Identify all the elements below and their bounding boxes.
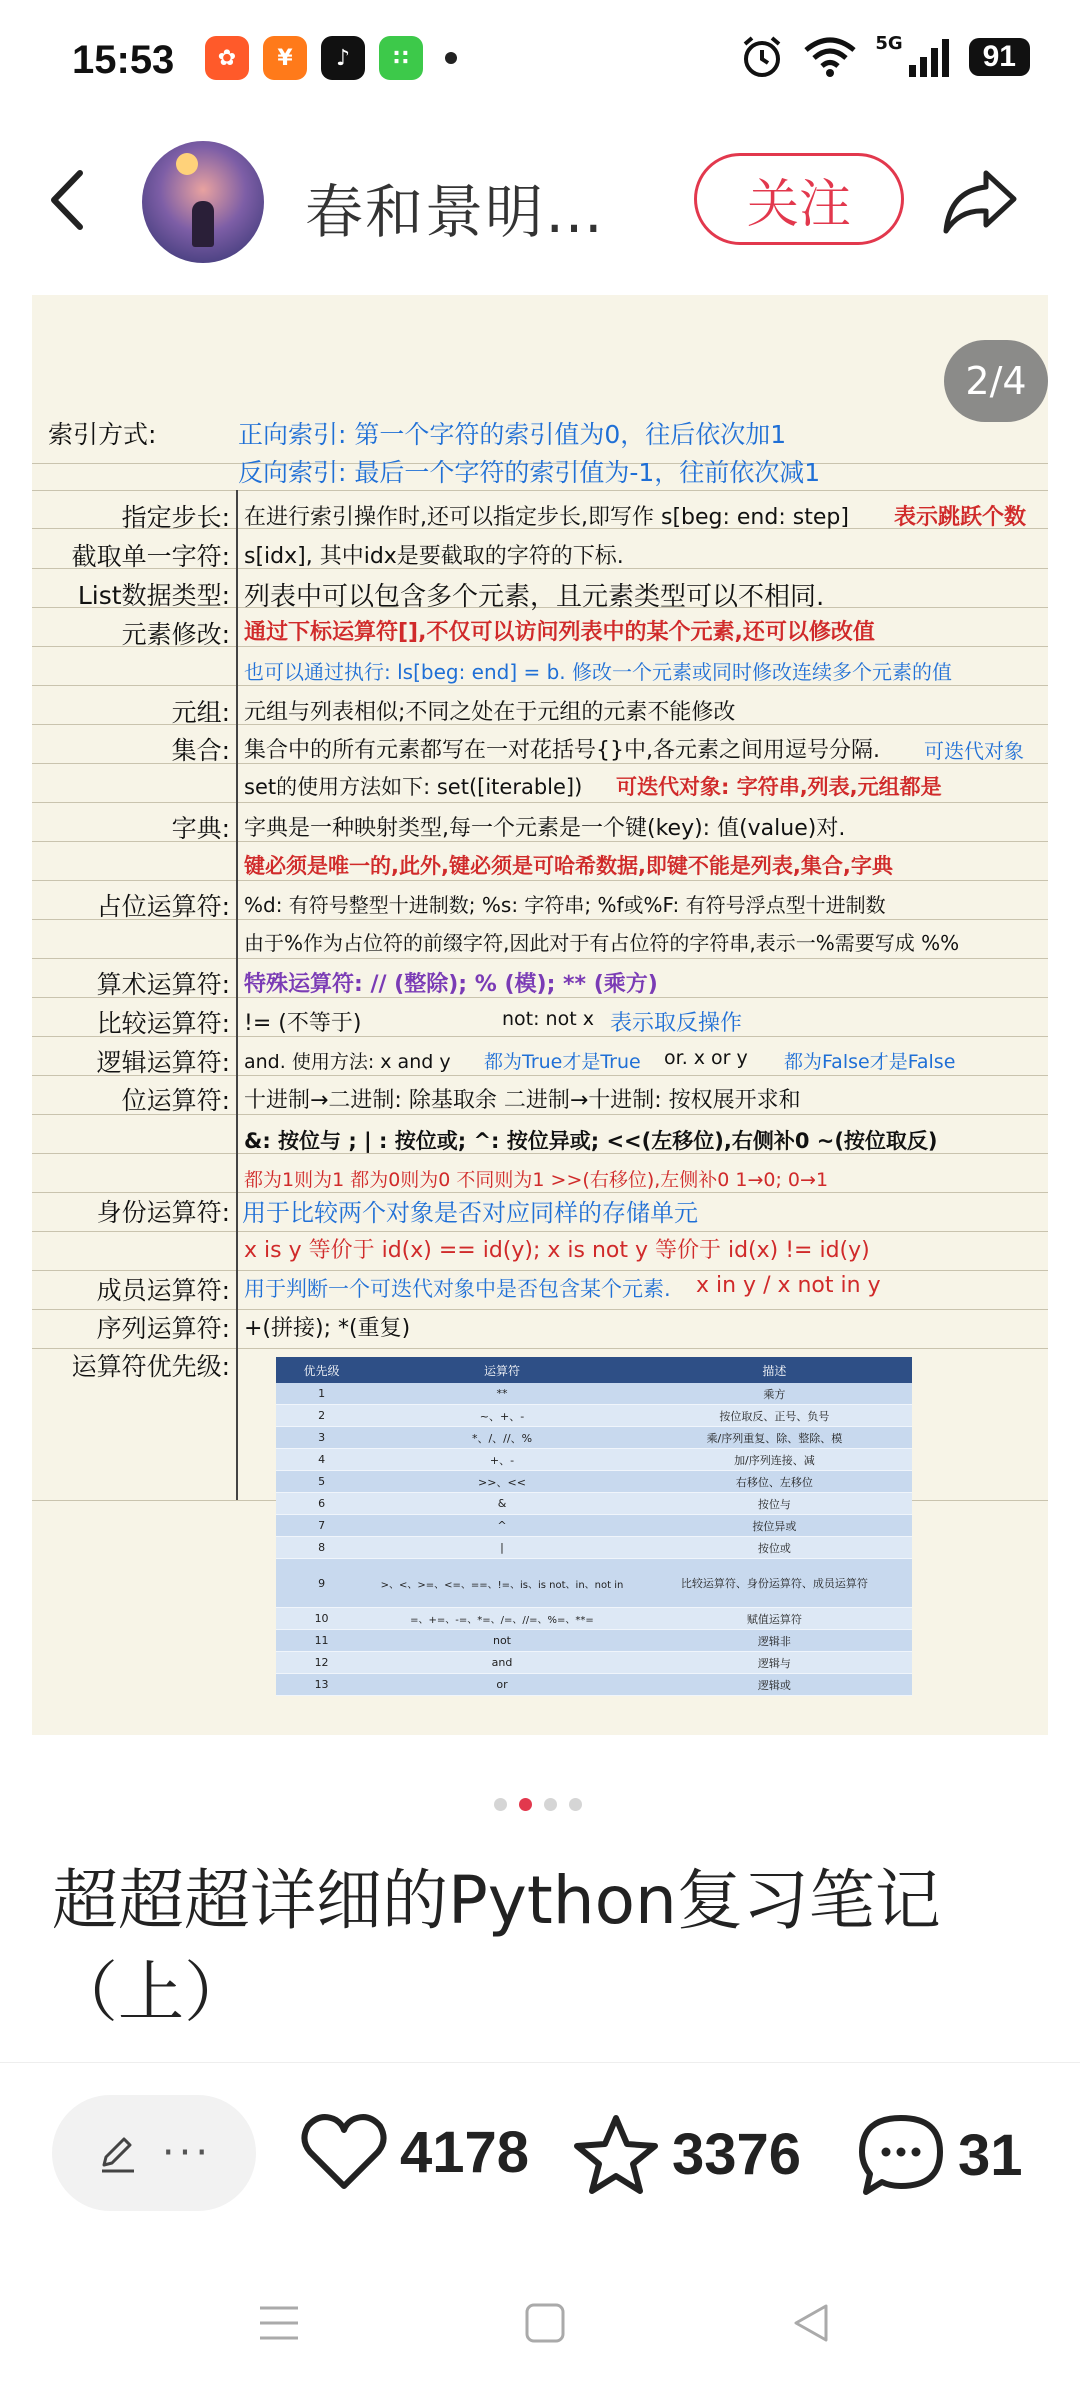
note-text: set的使用方法如下: set([iterable]): [244, 775, 583, 799]
table-header: 运算符: [367, 1357, 637, 1383]
status-bar: [0, 0, 1080, 120]
note-text: 字典是一种映射类型,每一个元素是一个键(key): 值(value)对.: [244, 816, 846, 841]
table-cell: *、/、//、%: [367, 1427, 637, 1449]
table-cell: 8: [276, 1537, 367, 1559]
table-cell: 逻辑或: [637, 1674, 912, 1696]
table-cell: 4: [276, 1449, 367, 1471]
note-text: not: not x: [502, 1008, 594, 1030]
note-text: 元组与列表相似;不同之处在于元组的元素不能修改: [244, 700, 736, 725]
wechat-mini-icon: ∷: [379, 36, 423, 80]
kuaishou-icon: ✿: [205, 36, 249, 80]
table-row: [276, 1449, 912, 1471]
table-row: [276, 1427, 912, 1449]
note-label: 逻辑运算符:: [96, 1048, 230, 1077]
table-row: [276, 1383, 912, 1405]
note-annotation: 表示取反操作: [610, 1011, 743, 1036]
follow-button[interactable]: 关注: [694, 153, 904, 245]
table-cell: 1: [276, 1383, 367, 1405]
table-cell: |: [367, 1537, 637, 1559]
table-row: [276, 1537, 912, 1559]
table-row: [276, 1559, 912, 1608]
note-text: != (不等于): [244, 1011, 362, 1036]
share-icon[interactable]: [940, 165, 1020, 237]
table-cell: 按位取反、正号、负号: [637, 1405, 912, 1427]
heart-icon: [300, 2112, 388, 2192]
note-label: 位运算符:: [121, 1086, 230, 1115]
note-text: 用于比较两个对象是否对应同样的存储单元: [242, 1199, 698, 1227]
table-cell: ^: [367, 1515, 637, 1537]
note-text: 十进制→二进制: 除基取余 二进制→十进制: 按权展开求和: [244, 1088, 801, 1113]
note-label: 比较运算符:: [96, 1009, 230, 1038]
note-label: 序列运算符:: [96, 1314, 230, 1343]
signal-icon: [907, 37, 951, 77]
pager-dot[interactable]: [494, 1798, 507, 1811]
system-icons: [739, 34, 1030, 80]
note-label: 元素修改:: [121, 620, 230, 649]
table-cell: 按位与: [637, 1493, 912, 1515]
table-cell: 7: [276, 1515, 367, 1537]
system-navbar: [0, 2280, 1080, 2400]
comment-count: 31: [958, 2122, 1023, 2188]
divider: [0, 2062, 1080, 2063]
table-cell: 10: [276, 1608, 367, 1630]
table-cell: 加/序列连接、减: [637, 1449, 912, 1471]
note-label: 字典:: [171, 814, 230, 843]
comment-button[interactable]: [856, 2112, 1023, 2198]
pager-dot[interactable]: [569, 1798, 582, 1811]
table-row: [276, 1515, 912, 1537]
table-cell: >>、<<: [367, 1471, 637, 1493]
note-text: 正向索引: 第一个字符的索引值为0，往后依次加1: [238, 420, 787, 449]
table-row: [276, 1652, 912, 1674]
note-label: 占位运算符:: [96, 892, 230, 921]
image-pager[interactable]: [494, 1798, 582, 1811]
table-cell: ~、+、-: [367, 1405, 637, 1427]
note-label: List数据类型:: [77, 581, 230, 610]
note-text: +(拼接); *(重复): [244, 1316, 411, 1341]
table-row: [276, 1405, 912, 1427]
table-cell: 按位异或: [637, 1515, 912, 1537]
back-nav-icon[interactable]: [788, 2300, 834, 2346]
post-title: 超超超详细的Python复习笔记（上）: [52, 1862, 941, 2031]
star-icon: [572, 2112, 660, 2196]
table-row: [276, 1630, 912, 1652]
table-cell: 9: [276, 1559, 367, 1608]
table-cell: 3: [276, 1427, 367, 1449]
comment-placeholder: ···: [161, 2130, 213, 2176]
status-time: 15:53: [72, 38, 175, 82]
note-label: 运算符优先级:: [71, 1352, 230, 1381]
note-label: 索引方式:: [48, 420, 157, 449]
note-text: 键必须是唯一的,此外,键必须是可哈希数据,即键不能是列表,集合,字典: [244, 854, 893, 878]
pager-dot-active[interactable]: [519, 1798, 532, 1811]
note-text: and. 使用方法: x and y: [244, 1051, 451, 1073]
wifi-icon: [803, 36, 857, 78]
table-cell: 比较运算符、身份运算符、成员运算符: [637, 1559, 912, 1608]
avatar[interactable]: [142, 141, 264, 263]
note-text: or. x or y: [664, 1047, 748, 1069]
table-header: 描述: [637, 1357, 912, 1383]
favorite-button[interactable]: [572, 2112, 801, 2196]
table-cell: and: [367, 1652, 637, 1674]
note-label: 集合:: [171, 736, 230, 765]
note-annotation: 都为False才是False: [784, 1051, 956, 1073]
table-cell: 13: [276, 1674, 367, 1696]
table-cell: or: [367, 1674, 637, 1696]
table-cell: =、+=、-=、*=、/=、//=、%=、**=: [367, 1608, 637, 1630]
alarm-icon: [739, 34, 785, 80]
note-text: 都为1则为1 都为0则为0 不同则为1 >>(右移位),左侧补0 1→0; 0→1: [244, 1169, 829, 1191]
note-text: 特殊运算符: // (整除); % (模); ** (乘方): [244, 972, 658, 997]
back-button[interactable]: [40, 165, 100, 235]
note-text: 由于%作为占位符的前缀字符,因此对于有占位符的字符串,表示一%需要写成 %%: [244, 931, 960, 955]
note-text: 用于判断一个可迭代对象中是否包含某个元素.: [244, 1277, 671, 1301]
note-text: &: 按位与 ; | : 按位或; ^: 按位异或; <<(左移位),右侧补0 ~(按位取反): [244, 1129, 938, 1153]
table-cell: **: [367, 1383, 637, 1405]
tiktok-icon: ♪: [321, 36, 365, 80]
note-annotation: x in y / x not in y: [696, 1273, 881, 1298]
note-text: 在进行索引操作时,还可以指定步长,即写作 s[beg: end: step]: [244, 505, 849, 530]
table-cell: +、-: [367, 1449, 637, 1471]
comment-bubble-icon: [856, 2112, 946, 2198]
pager-dot[interactable]: [544, 1798, 557, 1811]
note-label: 算术运算符:: [96, 970, 230, 999]
battery-level: 91: [969, 38, 1030, 76]
note-text: 反向索引: 最后一个字符的索引值为-1，往前依次减1: [238, 458, 821, 487]
taobao-red-icon: ¥: [263, 36, 307, 80]
more-notifications-dot: [445, 52, 457, 64]
note-label: 身份运算符:: [96, 1198, 230, 1227]
table-cell: 逻辑非: [637, 1630, 912, 1652]
home-icon[interactable]: [522, 2300, 568, 2346]
table-cell: 逻辑与: [637, 1652, 912, 1674]
table-cell: 右移位、左移位: [637, 1471, 912, 1493]
page-indicator: 2/4: [944, 340, 1048, 422]
table-cell: >、<、>=、<=、==、!=、is、is not、in、not in: [367, 1559, 637, 1608]
table-row: [276, 1493, 912, 1515]
table-cell: 12: [276, 1652, 367, 1674]
note-text: 通过下标运算符[],不仅可以访问列表中的某个元素,还可以修改值: [244, 620, 875, 645]
table-cell: not: [367, 1630, 637, 1652]
note-image[interactable]: [32, 295, 1048, 1735]
table-cell: 2: [276, 1405, 367, 1427]
table-cell: 按位或: [637, 1537, 912, 1559]
network-type: 5G: [875, 32, 903, 54]
note-text: %d: 有符号整型十进制数; %s: 字符串; %f或%F: 有符号浮点型十进制数: [244, 893, 886, 917]
table-cell: &: [367, 1493, 637, 1515]
menu-icon[interactable]: [256, 2300, 302, 2346]
table-cell: 11: [276, 1630, 367, 1652]
table-row: [276, 1471, 912, 1493]
note-annotation: 可迭代对象: [924, 739, 1024, 763]
favorite-count: 3376: [672, 2121, 802, 2187]
note-text: x is y 等价于 id(x) == id(y); x is not y 等价于 id(x) != id(y): [244, 1238, 870, 1263]
table-row: [276, 1608, 912, 1630]
note-text: s[idx], 其中idx是要截取的字符的下标.: [244, 544, 624, 569]
table-header: 优先级: [276, 1357, 367, 1383]
table-cell: 乘/序列重复、除、整除、模: [637, 1427, 912, 1449]
note-text: 也可以通过执行: ls[beg: end] = b. 修改一个元素或同时修改连续多个元素的值: [244, 660, 953, 684]
table-cell: 5: [276, 1471, 367, 1493]
note-label: 指定步长:: [121, 503, 230, 532]
note-label: 成员运算符:: [96, 1276, 230, 1305]
like-count: 4178: [400, 2119, 530, 2185]
pencil-icon: [96, 2131, 140, 2175]
note-annotation: 都为True才是True: [484, 1051, 641, 1073]
note-annotation: 可迭代对象: 字符串,列表,元组都是: [616, 775, 942, 799]
comment-input[interactable]: [52, 2095, 256, 2211]
note-annotation: 表示跳跃个数: [894, 505, 1027, 530]
note-text: 列表中可以包含多个元素，且元素类型可以不相同.: [244, 582, 825, 612]
precedence-table: [276, 1357, 912, 1696]
table-cell: 乘方: [637, 1383, 912, 1405]
notification-icons: [205, 36, 457, 80]
like-button[interactable]: [300, 2112, 529, 2192]
table-row: [276, 1674, 912, 1696]
post-header: [0, 135, 1080, 265]
note-label: 元组:: [171, 698, 230, 727]
author-name[interactable]: 春和景明…: [305, 178, 606, 246]
table-cell: 6: [276, 1493, 367, 1515]
note-text: 集合中的所有元素都写在一对花括号{}中,各元素之间用逗号分隔.: [244, 738, 880, 763]
note-label: 截取单一字符:: [71, 542, 230, 571]
table-cell: 赋值运算符: [637, 1608, 912, 1630]
